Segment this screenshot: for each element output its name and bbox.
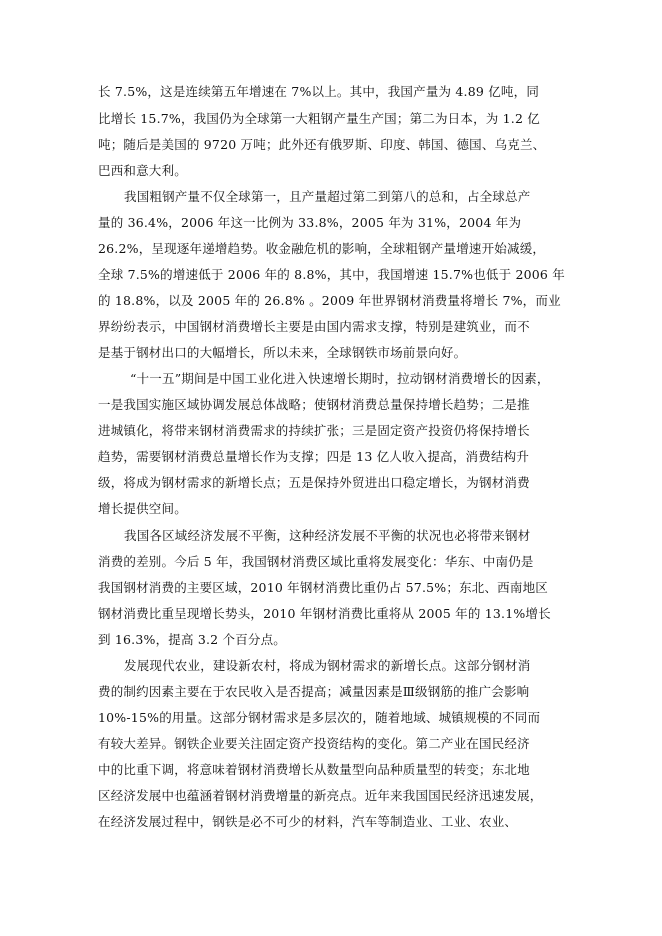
text-line: 是基于钢材出口的大幅增长，所以未来，全球钢铁市场前景向好。 [98, 345, 467, 360]
text-line: 10%-15%的用量。这部分钢材需求是多层次的，随着地域、城镇规模的不同而 [98, 710, 541, 725]
text-line: 增长提供空间。 [98, 501, 187, 516]
text-line: 区经济发展中也蕴涵着钢材消费增量的新亮点。近年来我国国民经济迅速发展， [98, 788, 543, 803]
text-line: 全球 7.5%的增速低于 2006 年的 8.8%，其中，我国增速 15.7%也低于 2006 年 [98, 267, 565, 282]
text-line: 界纷纷表示，中国钢材消费增长主要是由国内需求支撑，特别是建筑业，而不 [98, 319, 530, 334]
text-line: 巴西和意大利。 [98, 163, 187, 178]
text-line: 消费的差别。今后 5 年，我国钢材消费区域比重将发展变化：华东、中南仍是 [98, 554, 534, 569]
paragraph-first-line: 我国各区域经济发展不平衡，这种经济发展不平衡的状况也必将带来钢材 [124, 528, 531, 543]
text-line: 到 16.3%，提高 3.2 个百分点。 [98, 632, 287, 647]
text-line: 26.2%，呈现逐年递增趋势。收金融危机的影响，全球粗钢产量增速开始减缓， [98, 241, 546, 256]
text-line: 量的 36.4%，2006 年这一比例为 33.8%，2005 年为 31%，2004 年为 [98, 215, 522, 230]
text-line: 有较大差异。钢铁企业要关注固定资产投资结构的变化。第二产业在国民经济 [98, 736, 530, 751]
text-line: 在经济发展过程中，钢铁是必不可少的材料，汽车等制造业、工业、农业、 [98, 814, 518, 829]
paragraph-first-line: “十一五”期间是中国工业化进入快速增长期时，拉动钢材消费增长的因素， [130, 371, 550, 386]
text-line: 趋势，需要钢材消费总量增长作为支撑；四是 13 亿人收入提高，消费结构升 [98, 449, 530, 464]
text-line: 中的比重下调，将意味着钢材消费增长从数量型向品种质量型的转变；东北地 [98, 762, 530, 777]
text-line: 吨；随后是美国的 9720 万吨；此外还有俄罗斯、印度、韩国、德国、乌克兰、 [98, 137, 546, 152]
text-line: 进城镇化，将带来钢材消费需求的持续扩张；三是固定资产投资仍将保持增长 [98, 423, 530, 438]
paragraph-first-line: 发展现代农业，建设新农村，将成为钢材需求的新增长点。这部分钢材消 [124, 658, 531, 673]
text-line: 比增长 15.7%，我国仍为全球第一大粗钢产量生产国；第二为日本，为 1.2 亿 [98, 111, 541, 126]
text-line: 费的制约因素主要在于农民收入是否提高；减量因素是Ⅲ级钢筋的推广会影响 [98, 684, 530, 699]
text-line: 钢材消费比重呈现增长势头，2010 年钢材消费比重将从 2005 年的 13.1%增长 [98, 606, 551, 621]
text-line: 的 18.8%，以及 2005 年的 26.8% 。2009 年世界钢材消费量将增长 7%，而业 [98, 293, 561, 308]
paragraph-first-line: 我国粗钢产量不仅全球第一，且产量超过第二到第八的总和，占全球总产 [124, 189, 531, 204]
text-line: 长 7.5%，这是连续第五年增速在 7%以上。其中，我国产量为 4.89 亿吨，同 [98, 84, 540, 99]
text-line: 级，将成为钢材需求的新增长点；五是保持外贸进出口稳定增长，为钢材消费 [98, 475, 530, 490]
text-line: 我国钢材消费的主要区域，2010 年钢材消费比重仍占 57.5%；东北、西南地区 [98, 580, 548, 595]
text-line: 一是我国实施区域协调发展总体战略；使钢材消费总量保持增长趋势；二是推 [98, 397, 530, 412]
